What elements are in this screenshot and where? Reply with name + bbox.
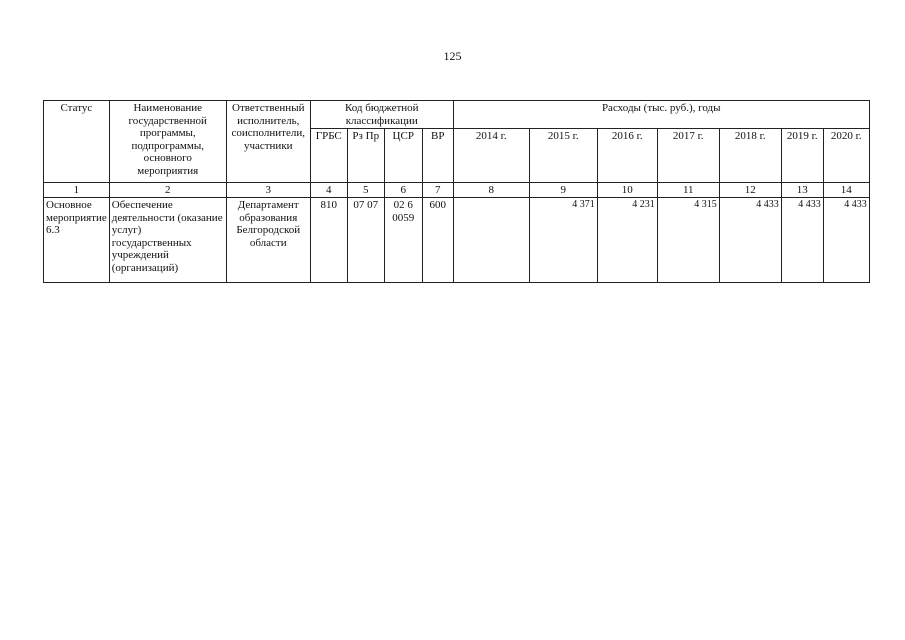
header-name: Наименование государственной программы, подпрограммы, основного мероприятия <box>109 101 226 183</box>
row-responsible: Департамент образования Белгородской области <box>226 198 310 283</box>
column-number: 7 <box>422 183 453 198</box>
column-number: 4 <box>310 183 347 198</box>
row-value: 4 433 <box>781 198 823 283</box>
row-value: 4 315 <box>657 198 719 283</box>
header-csr: ЦСР <box>384 129 422 183</box>
column-number: 5 <box>347 183 384 198</box>
header-grbs: ГРБС <box>310 129 347 183</box>
column-number: 13 <box>781 183 823 198</box>
budget-table <box>43 100 870 283</box>
column-number: 2 <box>109 183 226 198</box>
row-vr: 600 <box>422 198 453 283</box>
header-year: 2014 г. <box>453 129 529 183</box>
column-number: 11 <box>657 183 719 198</box>
row-value: 4 371 <box>529 198 597 283</box>
row-value: 4 231 <box>597 198 657 283</box>
header-year: 2020 г. <box>823 129 869 183</box>
column-number: 3 <box>226 183 310 198</box>
row-grbs: 810 <box>310 198 347 283</box>
row-status: Основное мероприятие 6.3 <box>44 198 110 283</box>
row-csr: 02 6 0059 <box>384 198 422 283</box>
column-number: 14 <box>823 183 869 198</box>
column-number: 1 <box>44 183 110 198</box>
table-row <box>44 198 870 283</box>
row-name: Обеспечение деятельности (оказание услуг) государственных учреждений (организаций) <box>109 198 226 283</box>
header-responsible: Ответственный исполнитель, соисполнители, участники <box>226 101 310 183</box>
header-year: 2018 г. <box>719 129 781 183</box>
header-rzpr: Рз Пр <box>347 129 384 183</box>
row-value <box>453 198 529 283</box>
column-number: 9 <box>529 183 597 198</box>
header-year: 2016 г. <box>597 129 657 183</box>
column-number: 10 <box>597 183 657 198</box>
header-vr: ВР <box>422 129 453 183</box>
row-value: 4 433 <box>719 198 781 283</box>
header-expenses: Расходы (тыс. руб.), годы <box>453 101 869 129</box>
header-row-1 <box>44 101 870 129</box>
header-status: Статус <box>44 101 110 183</box>
row-value: 4 433 <box>823 198 869 283</box>
header-budget-code: Код бюджетной классификации <box>310 101 453 129</box>
column-number-row <box>44 183 870 198</box>
row-rzpr: 07 07 <box>347 198 384 283</box>
column-number: 8 <box>453 183 529 198</box>
page-number: 125 <box>443 49 462 63</box>
header-year: 2017 г. <box>657 129 719 183</box>
header-year: 2019 г. <box>781 129 823 183</box>
column-number: 12 <box>719 183 781 198</box>
header-year: 2015 г. <box>529 129 597 183</box>
column-number: 6 <box>384 183 422 198</box>
